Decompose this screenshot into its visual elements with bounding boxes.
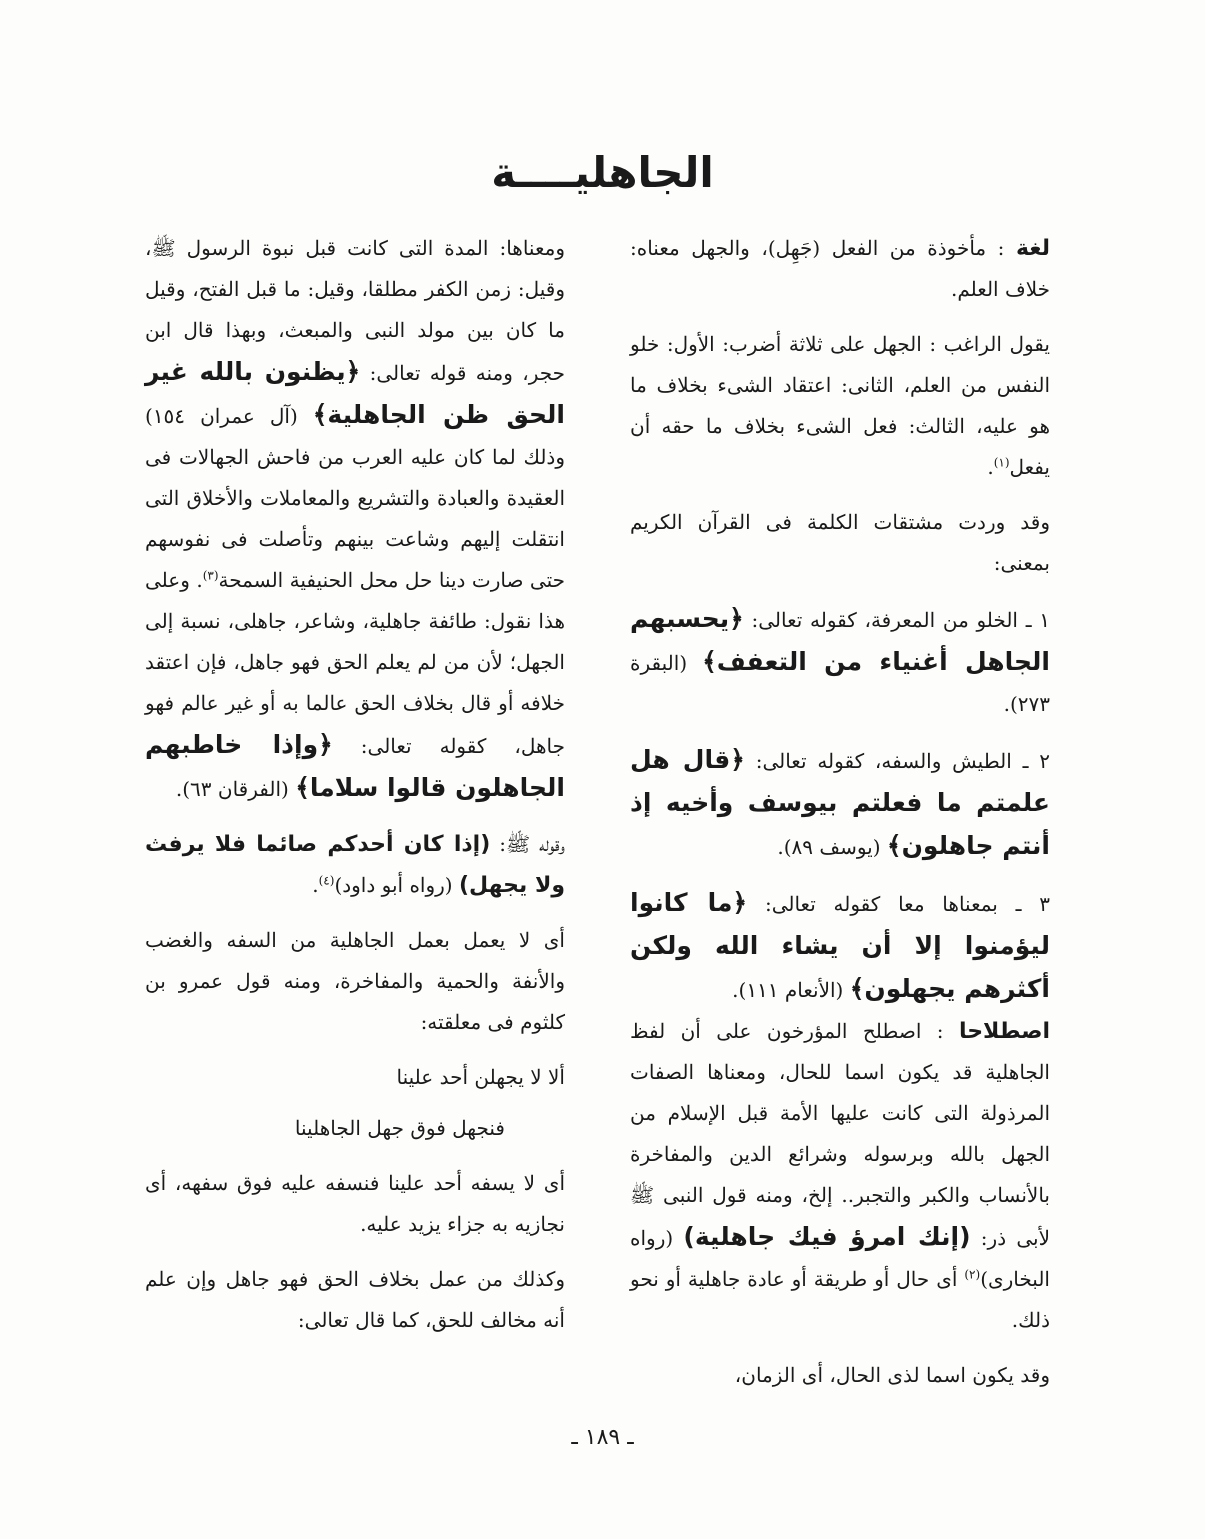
quran-verse: ﴿يظنون بالله غير الحق ظن الجاهلية﴾ bbox=[145, 357, 565, 429]
paragraph-acting-against-truth bbox=[145, 1259, 565, 1341]
footnote-ref: (٣) bbox=[202, 568, 219, 583]
quran-verse: ﴿يحسبهم الجاهل أغنياء من التعفف﴾ bbox=[630, 604, 1050, 676]
paragraph-text: وقد وردت مشتقات الكلمة فى القرآن الكريم بمعنى: bbox=[630, 510, 1050, 575]
hadith-quote: (إذا كان أحدكم صائما فلا يرفث ولا يجهل) bbox=[145, 832, 565, 898]
footnote-ref: (١) bbox=[993, 455, 1010, 470]
term-label: لغة bbox=[1015, 236, 1050, 261]
page-title: الجاهليــــة bbox=[491, 148, 714, 197]
paragraph-text: وكذلك من عمل بخلاف الحق فهو جاهل وإن علم أنه مخالف للحق، كما قال تعالى: bbox=[145, 1267, 565, 1332]
footnote-ref: (٤) bbox=[318, 873, 335, 888]
verse-reference: (يوسف ٨٩). bbox=[777, 835, 887, 859]
paragraph-meaning-3 bbox=[630, 882, 1050, 1011]
paragraph-quran-derivatives bbox=[630, 502, 1050, 584]
paragraph-definition-lughatan bbox=[630, 228, 1050, 310]
verse-reference: (البقرة ٢٧٣). bbox=[630, 651, 1050, 716]
hadith-quote: (إنك امرؤ فيك جاهلية) bbox=[683, 1222, 971, 1251]
paragraph-meaning-2 bbox=[630, 739, 1050, 868]
paragraph-text: أى حال أو طريقة أو عادة جاهلية أو نحو ذلك. bbox=[630, 1267, 1050, 1332]
paragraph-text: ٢ ـ الطيش والسفه، كقوله تعالى: bbox=[744, 749, 1050, 773]
quran-verse: ﴿ما كانوا ليؤمنوا إلا أن يشاء الله ولكن أكثرهم يجهلون﴾ bbox=[630, 888, 1050, 1003]
paragraph-hadith-fasting bbox=[145, 824, 565, 906]
left-column bbox=[145, 228, 565, 1355]
poem-line-2: فنجهل فوق جهل الجاهلينا bbox=[294, 1116, 505, 1140]
paragraph-text: . وعلى هذا نقول: طائفة جاهلية، وشاعر، جاهلى، نسبة إلى الجهل؛ لأن من لم يعلم الحق فهو جاهل، فإن اعتقد خلافه أو قال بخلاف الحق عالما به أو غير عالم فهو جاهل، كقوله تعالى: bbox=[145, 568, 565, 758]
paragraph-name-of-era bbox=[630, 1355, 1050, 1396]
paragraph-text: أى لا يعمل بعمل الجاهلية من السفه والغضب والأنفة والحمية والمفاخرة، ومنه قول عمرو بن كلثوم فى معلقته: bbox=[145, 928, 565, 1034]
paragraph-text: . bbox=[312, 873, 319, 897]
paragraph-text: ٣ ـ بمعناها معا كقوله تعالى: bbox=[747, 892, 1050, 916]
paragraph-text: أى لا يسفه أحد علينا فنسفه عليه فوق سفهه، أى نجازيه به جزاء يزيد عليه. bbox=[145, 1171, 565, 1236]
term-label: اصطلاحا bbox=[958, 1019, 1050, 1044]
paragraph-poem-explanation bbox=[145, 1163, 565, 1245]
hadith-reference: (رواه البخارى) bbox=[630, 1226, 1050, 1291]
paragraph-text: وقوله ﷺ: bbox=[490, 832, 565, 856]
page-number: ـ ١٨٩ ـ bbox=[571, 1425, 634, 1450]
hadith-reference: (رواه أبو داود) bbox=[334, 873, 459, 897]
paragraph-text: : مأخوذة من الفعل (جَهِل)، والجهل معناه: خلاف العلم. bbox=[630, 236, 1050, 301]
paragraph-text: وقد يكون اسما لذى الحال، أى الزمان، bbox=[734, 1363, 1050, 1387]
quran-verse: ﴿قال هل علمتم ما فعلتم بيوسف وأخيه إذ أنتم جاهلون﴾ bbox=[630, 745, 1050, 860]
right-column bbox=[630, 228, 1050, 1410]
paragraph-text: ١ ـ الخلو من المعرفة، كقوله تعالى: bbox=[743, 608, 1050, 632]
verse-reference: (الفرقان ٦٣). bbox=[175, 777, 296, 801]
paragraph-text: : اصطلح المؤرخون على أن لفظ الجاهلية قد يكون اسما للحال، ومعناها الصفات المرذولة التى كانت عليها الأمة قبل الإسلام من الجهل بالله وبرسوله وشرائع الدين والمفاخرة بالأنساب والكبر والتجبر.. إلخ، ومنه قول النبى ﷺ لأبى ذر: bbox=[630, 1019, 1050, 1250]
paragraph-istilahan bbox=[630, 1011, 1050, 1341]
paragraph-text: (آل عمران ١٥٤) وذلك لما كان عليه العرب من فاحش الجهالات فى العقيدة والعبادة والتشريع والمعاملات والأخلاق التى انتقلت إليهم وشاعت بينهم وتأصلت فى نفوسهم حتى صارت دينا حل محل الحنيفية السمحة bbox=[145, 404, 565, 592]
paragraph-raghib bbox=[630, 324, 1050, 488]
poem-line-1: ألا لا يجهلن أحد علينا bbox=[396, 1065, 565, 1089]
paragraph-text: ومعناها: المدة التى كانت قبل نبوة الرسول ﷺ، وقيل: زمن الكفر مطلقا، وقيل: ما قبل الفتح، وقيل ما كان بين مولد النبى والمبعث، وبهذا قال ابن حجر، ومنه قوله تعالى: bbox=[145, 236, 566, 385]
quran-verse: ﴿وإذا خاطبهم الجاهلون قالوا سلاما﴾ bbox=[145, 730, 565, 802]
paragraph-text: يقول الراغب : الجهل على ثلاثة أضرب: الأول: خلو النفس من العلم، الثانى: اعتقاد الشىء بخلاف ما هو عليه، الثالث: فعل الشىء بخلاف ما حقه أن يفعل bbox=[630, 332, 1050, 479]
paragraph-text: . bbox=[987, 455, 994, 479]
verse-reference: (الأنعام ١١١). bbox=[732, 978, 850, 1002]
footnote-ref: (٢) bbox=[964, 1267, 981, 1282]
paragraph-explanation bbox=[145, 920, 565, 1043]
paragraph-era-meaning bbox=[145, 228, 565, 810]
paragraph-meaning-1 bbox=[630, 598, 1050, 725]
